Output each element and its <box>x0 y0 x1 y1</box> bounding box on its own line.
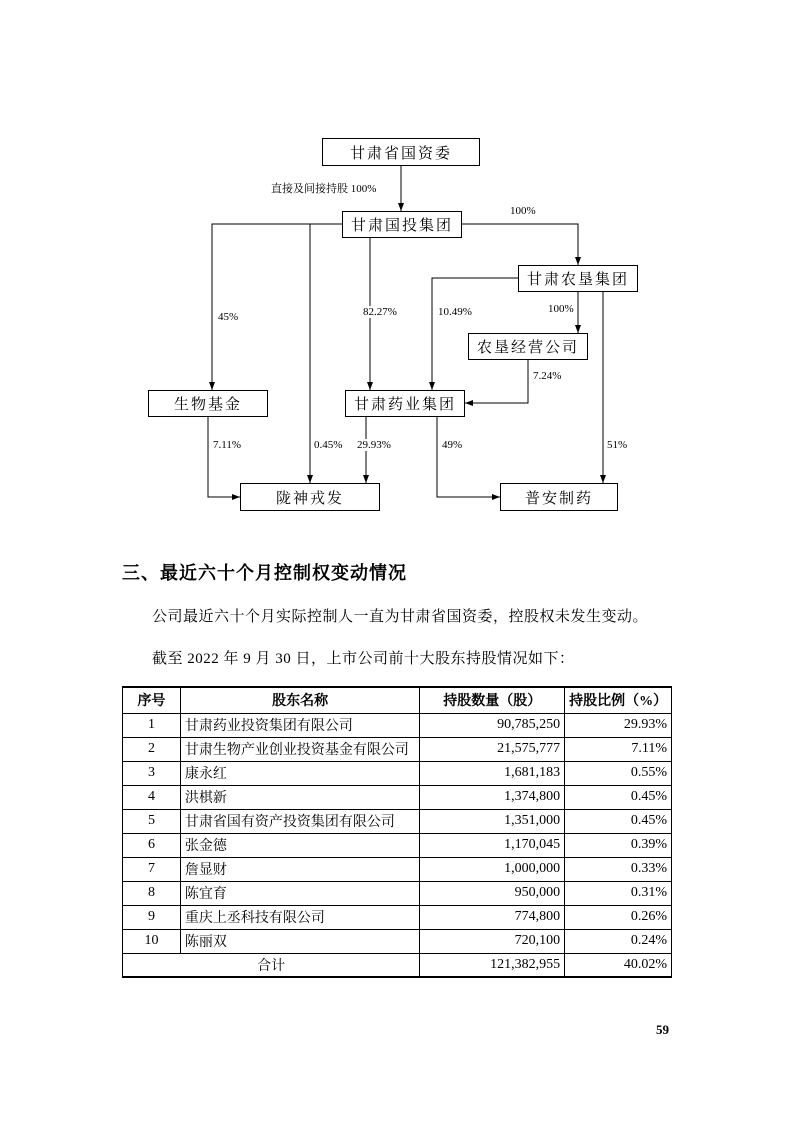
edge-label-82-27pct: 82.27% <box>363 306 397 318</box>
cell-serial-no: 6 <box>123 833 181 857</box>
cell-shareholder-name: 张金德 <box>180 833 419 857</box>
shareholder-table-body <box>123 713 672 953</box>
total-label-cell: 合计 <box>123 953 420 977</box>
node-label: 甘肃农垦集团 <box>526 272 629 288</box>
edge-guotou-shengwu <box>212 224 342 390</box>
header-serial-no: 序号 <box>123 687 181 713</box>
table-header-row <box>123 687 672 713</box>
node-gansu-nongken-group <box>518 265 638 292</box>
header-shareholder-name: 股东名称 <box>180 687 419 713</box>
edge-nkjy-yaoye <box>465 360 528 403</box>
node-label: 陇神戎发 <box>275 490 344 507</box>
edge-label-nongken-nkjy-100: 100% <box>548 303 574 315</box>
table-row <box>123 737 672 761</box>
node-gansu-sasac <box>322 138 480 166</box>
cell-shareholder-name: 詹显财 <box>180 857 419 881</box>
edge-label-guotou-nongken-100: 100% <box>510 205 536 217</box>
cell-share-ratio: 0.39% <box>565 833 672 857</box>
cell-share-ratio: 0.31% <box>565 881 672 905</box>
edge-label-10-49pct: 10.49% <box>438 306 472 318</box>
cell-share-ratio: 29.93% <box>565 713 672 737</box>
cell-shares-held: 1,374,800 <box>420 785 565 809</box>
diagram-connectors <box>0 0 793 560</box>
node-gansu-guotou-group <box>342 211 462 238</box>
table-row <box>123 785 672 809</box>
cell-share-ratio: 0.55% <box>565 761 672 785</box>
cell-shares-held: 774,800 <box>420 905 565 929</box>
cell-shares-held: 21,575,777 <box>420 737 565 761</box>
header-shares-held: 持股数量（股） <box>420 687 565 713</box>
table-row <box>123 929 672 953</box>
paragraph-control-change: 公司最近六十个月实际控制人一直为甘肃省国资委，控股权未发生变动。 <box>152 609 649 625</box>
table-row <box>123 905 672 929</box>
table-header <box>123 687 672 713</box>
edge-label-7-24pct: 7.24% <box>533 370 562 382</box>
cell-shareholder-name: 康永红 <box>180 761 419 785</box>
edge-yaoye-puan <box>437 417 500 497</box>
cell-serial-no: 7 <box>123 857 181 881</box>
cell-share-ratio: 0.26% <box>565 905 672 929</box>
table-row <box>123 761 672 785</box>
paragraph-top-shareholders-intro: 截至 2022 年 9 月 30 日，上市公司前十大股东持股情况如下： <box>152 651 575 667</box>
cell-share-ratio: 0.45% <box>565 785 672 809</box>
node-longshen-rongfa <box>240 483 380 511</box>
header-share-ratio: 持股比例（%） <box>565 687 672 713</box>
node-label: 甘肃药业集团 <box>353 397 456 413</box>
node-label: 生物基金 <box>173 397 242 413</box>
cell-shareholder-name: 陈宜育 <box>180 881 419 905</box>
cell-shares-held: 1,681,183 <box>420 761 565 785</box>
table-row <box>123 809 672 833</box>
edge-label-29-93pct: 29.93% <box>357 439 391 451</box>
cell-serial-no: 1 <box>123 713 181 737</box>
cell-shares-held: 720,100 <box>420 929 565 953</box>
cell-shareholder-name: 重庆上丞科技有限公司 <box>180 905 419 929</box>
cell-serial-no: 2 <box>123 737 181 761</box>
node-label: 普安制药 <box>524 490 593 507</box>
cell-share-ratio: 0.24% <box>565 929 672 953</box>
cell-shares-held: 90,785,250 <box>420 713 565 737</box>
total-ratio-cell: 40.02% <box>565 953 672 977</box>
cell-shareholder-name: 陈丽双 <box>180 929 419 953</box>
cell-serial-no: 3 <box>123 761 181 785</box>
node-label: 甘肃省国资委 <box>349 145 452 162</box>
edge-label-51pct: 51% <box>607 439 628 451</box>
edge-label-45pct: 45% <box>218 311 239 323</box>
cell-shareholder-name: 甘肃省国有资产投资集团有限公司 <box>180 809 419 833</box>
cell-shares-held: 1,351,000 <box>420 809 565 833</box>
edge-label-direct-indirect-100: 直接及间接持股 100% <box>270 180 377 196</box>
section-heading: 三、最近六十个月控制权变动情况 <box>122 563 407 583</box>
cell-serial-no: 4 <box>123 785 181 809</box>
node-shengwu-fund <box>148 390 268 417</box>
page-number: 59 <box>656 1022 669 1037</box>
node-gansu-yaoye-group <box>345 390 465 417</box>
cell-serial-no: 10 <box>123 929 181 953</box>
section-content <box>122 560 672 978</box>
cell-shares-held: 1,170,045 <box>420 833 565 857</box>
cell-serial-no: 9 <box>123 905 181 929</box>
edge-label-0-45pct: 0.45% <box>314 439 343 451</box>
cell-serial-no: 8 <box>123 881 181 905</box>
cell-share-ratio: 0.45% <box>565 809 672 833</box>
cell-shares-held: 1,000,000 <box>420 857 565 881</box>
cell-share-ratio: 0.33% <box>565 857 672 881</box>
node-label: 甘肃国投集团 <box>350 218 453 234</box>
top-shareholders-table <box>122 686 672 978</box>
edge-label-49pct: 49% <box>442 439 463 451</box>
table-total-row <box>123 953 672 977</box>
table-row <box>123 881 672 905</box>
cell-shareholder-name: 甘肃药业投资集团有限公司 <box>180 713 419 737</box>
edge-label-7-11pct: 7.11% <box>213 439 242 451</box>
node-nongken-jingying-company <box>468 333 588 360</box>
table-row <box>123 713 672 737</box>
ownership-structure-diagram <box>0 0 793 560</box>
table-row <box>123 857 672 881</box>
cell-shareholder-name: 甘肃生物产业创业投资基金有限公司 <box>180 737 419 761</box>
edge-shengwu-longshen <box>208 417 240 497</box>
table-footer <box>123 953 672 977</box>
cell-share-ratio: 7.11% <box>565 737 672 761</box>
cell-shares-held: 950,000 <box>420 881 565 905</box>
total-shares-cell: 121,382,955 <box>420 953 565 977</box>
cell-shareholder-name: 洪棋新 <box>180 785 419 809</box>
node-puan-pharma <box>500 483 618 511</box>
table-row <box>123 833 672 857</box>
cell-serial-no: 5 <box>123 809 181 833</box>
node-label: 农垦经营公司 <box>476 340 579 356</box>
edge-guotou-nongken <box>462 224 578 265</box>
